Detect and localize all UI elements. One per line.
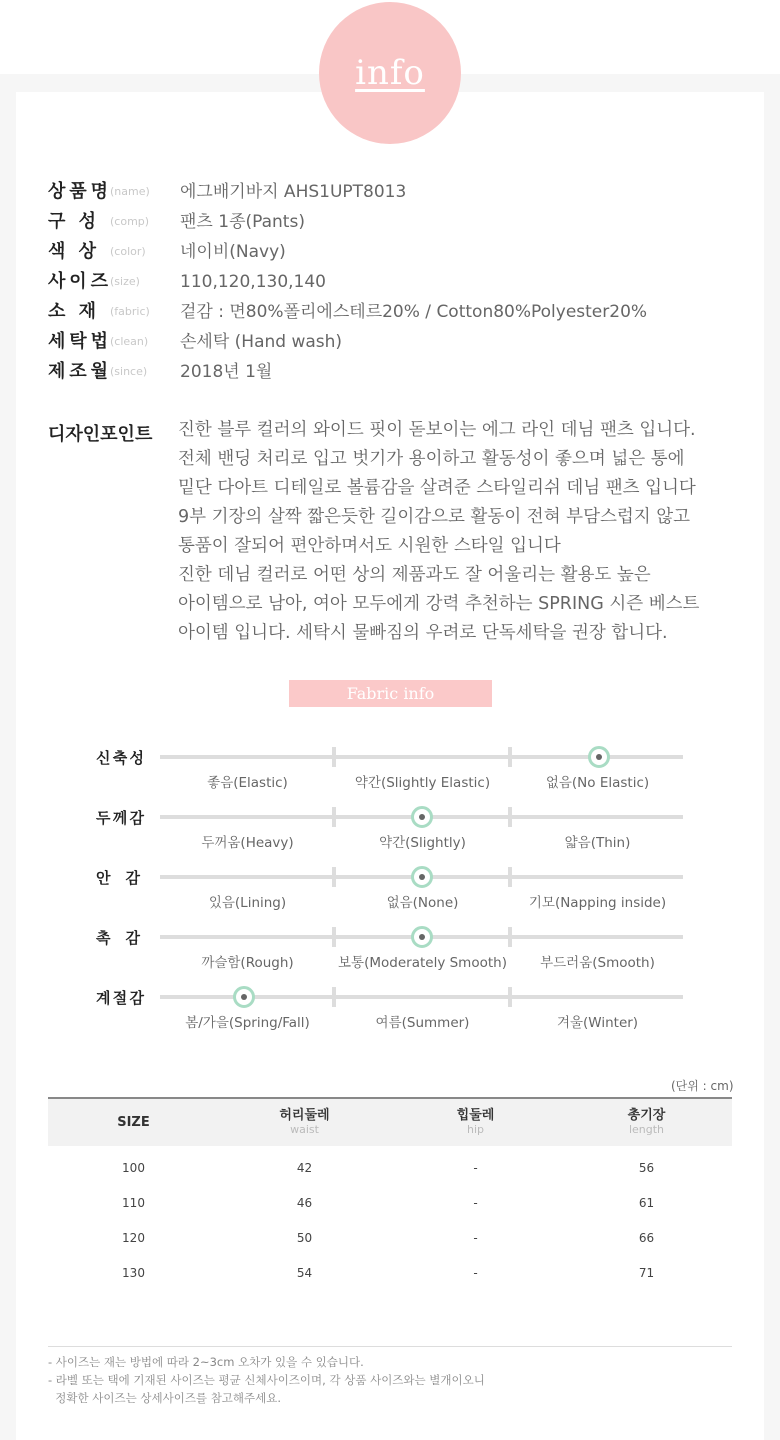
spec-label: 제 조 월 xyxy=(48,361,108,382)
design-point-line: 진한 블루 컬러의 와이드 핏이 돋보이는 에그 라인 데님 팬츠 입니다. xyxy=(178,420,696,440)
fabric-scale-tick xyxy=(508,987,512,1007)
fabric-scale-option: 겨울(Winter) xyxy=(556,1015,639,1031)
spec-sub-label: (clean) xyxy=(110,335,149,348)
size-table-cell: 56 xyxy=(638,1160,655,1175)
size-table-cell: 120 xyxy=(122,1230,145,1245)
header-label: 허리둘레 xyxy=(279,1107,330,1123)
fabric-scale-selected-dot xyxy=(411,806,433,828)
spec-label: 구 성 xyxy=(48,211,96,232)
size-table-cell: - xyxy=(473,1160,478,1175)
design-point-line: 아이템으로 남아, 여아 모두에게 강력 추천하는 SPRING 시즌 베스트 xyxy=(178,594,700,614)
spec-value: 에그배기바지 AHS1UPT8013 xyxy=(180,182,407,202)
size-table-cell: 42 xyxy=(296,1160,313,1175)
spec-value: 팬츠 1종(Pants) xyxy=(180,212,305,232)
size-table xyxy=(48,1097,732,1290)
spec-label: 색 상 xyxy=(48,241,96,262)
spec-sub-label: (since) xyxy=(110,365,148,378)
size-note-line: - 라벨 또는 택에 기재된 사이즈는 평균 신체사이즈이며, 각 상품 사이즈와는 별개이오니 xyxy=(48,1373,485,1387)
spec-sub-label: (fabric) xyxy=(110,305,150,318)
fabric-scale-tick xyxy=(508,807,512,827)
design-point-line: 아이템 입니다. 세탁시 물빠짐의 우려로 단독세탁을 권장 합니다. xyxy=(178,623,668,643)
size-table-cell: 61 xyxy=(638,1195,655,1210)
spec-label: 상 품 명 xyxy=(48,181,108,202)
fabric-scale-option: 있음(Lining) xyxy=(208,895,287,911)
fabric-scale-label: 신 축 성 xyxy=(96,749,144,767)
design-point-line: 9부 기장의 살짝 짧은듯한 길이감으로 활동이 전혀 부담스럽지 않고 xyxy=(178,507,691,527)
fabric-scale-tick xyxy=(508,927,512,947)
fabric-scale-tick xyxy=(332,747,336,767)
design-point-line: 밑단 다아트 디테일로 볼륨감을 살려준 스타일리쉬 데님 팬츠 입니다 xyxy=(178,478,696,498)
spec-label: 소 재 xyxy=(48,301,96,322)
fabric-scale-selected-dot xyxy=(588,746,610,768)
header-sub-label: length xyxy=(628,1122,665,1136)
fabric-scale-option: 약간(Slightly) xyxy=(379,835,466,851)
size-table-cell: 110 xyxy=(122,1195,145,1210)
fabric-scale-label: 안 감 xyxy=(96,869,140,887)
size-table-cell: - xyxy=(473,1230,478,1245)
fabric-scale-option: 기모(Napping inside) xyxy=(528,895,667,911)
spec-value: 손세탁 (Hand wash) xyxy=(180,332,343,352)
size-table-cell: 100 xyxy=(122,1160,145,1175)
header-label: 총기장 xyxy=(627,1107,666,1123)
fabric-scale-label: 계 절 감 xyxy=(96,989,144,1007)
spec-label: 세 탁 법 xyxy=(48,331,108,352)
fabric-scale-tick xyxy=(332,987,336,1007)
fabric-scale-option: 여름(Summer) xyxy=(375,1015,470,1031)
fabric-scale-selected-dot xyxy=(411,926,433,948)
fabric-scale-tick xyxy=(332,867,336,887)
spec-value: 110,120,130,140 xyxy=(180,272,327,292)
size-table-cell: 71 xyxy=(638,1265,655,1280)
header-sub-label: waist xyxy=(290,1122,319,1136)
fabric-scale-option: 좋음(Elastic) xyxy=(207,775,288,791)
size-table-cell: 50 xyxy=(296,1230,313,1245)
fabric-scale-option: 얇음(Thin) xyxy=(564,835,631,851)
fabric-scale-tick xyxy=(332,807,336,827)
header-label: SIZE xyxy=(117,1114,150,1130)
design-point-line: 전체 밴딩 처리로 입고 벗기가 용이하고 활동성이 좋으며 넓은 통에 xyxy=(178,449,685,469)
size-table-row xyxy=(48,1146,732,1185)
fabric-scale-option: 부드러움(Smooth) xyxy=(540,955,655,971)
fabric-scale-option: 두꺼움(Heavy) xyxy=(201,835,294,851)
size-table-row xyxy=(48,1255,732,1290)
size-table-header-cell xyxy=(48,1098,219,1146)
info-badge-label: info xyxy=(355,53,425,93)
size-table-header-cell xyxy=(219,1098,390,1146)
spec-sub-label: (comp) xyxy=(110,215,150,228)
fabric-scale-option: 보통(Moderately Smooth) xyxy=(338,955,507,971)
size-table-cell: - xyxy=(473,1265,478,1280)
size-table-header xyxy=(48,1098,732,1146)
design-point-line: 진한 데님 컬러로 어떤 상의 제품과도 잘 어울리는 활용도 높은 xyxy=(178,565,651,585)
design-point-label: 디자인포인트 xyxy=(48,424,153,445)
size-table-body xyxy=(48,1146,732,1290)
spec-label: 사 이 즈 xyxy=(48,271,108,292)
spec-sub-label: (name) xyxy=(110,185,150,198)
size-table-header-cell xyxy=(390,1098,561,1146)
fabric-scale-row xyxy=(0,989,780,1057)
spec-sub-label: (color) xyxy=(110,245,146,258)
fabric-scale-label: 촉 감 xyxy=(96,929,140,947)
size-table-cell: 130 xyxy=(122,1265,145,1280)
header-sub-label: hip xyxy=(466,1122,484,1136)
size-table-row xyxy=(48,1185,732,1220)
design-point-text xyxy=(178,416,738,648)
spec-sub-label: (size) xyxy=(110,275,140,288)
header-label: 힙둘레 xyxy=(456,1107,495,1123)
size-table-cell: 54 xyxy=(296,1265,313,1280)
spec-value: 2018년 1월 xyxy=(180,362,273,382)
fabric-scale-selected-dot xyxy=(411,866,433,888)
fabric-scale-option: 까슬함(Rough) xyxy=(201,955,294,971)
size-table-header-cell xyxy=(561,1098,732,1146)
spec-value: 네이비(Navy) xyxy=(180,242,286,262)
fabric-scale-tick xyxy=(332,927,336,947)
fabric-scale-option: 없음(No Elastic) xyxy=(545,775,650,791)
size-note-line: 정확한 사이즈는 상세사이즈를 참고해주세요. xyxy=(48,1391,282,1405)
design-point-line: 통품이 잘되어 편안하며서도 시원한 스타일 입니다 xyxy=(178,536,561,556)
fabric-scale-option: 봄/가을(Spring/Fall) xyxy=(185,1015,310,1031)
size-table-cell: 46 xyxy=(296,1195,313,1210)
size-table-cell: - xyxy=(473,1195,478,1210)
size-notes xyxy=(48,1346,732,1407)
size-unit: (단위 : cm) xyxy=(671,1079,734,1093)
fabric-scale-label: 두 께 감 xyxy=(96,809,144,827)
fabric-scale-tick xyxy=(508,867,512,887)
fabric-scale-tick xyxy=(508,747,512,767)
info-badge xyxy=(319,2,461,144)
size-note-line: - 사이즈는 재는 방법에 따라 2~3cm 오차가 있을 수 있습니다. xyxy=(48,1355,364,1369)
fabric-scale-option: 약간(Slightly Elastic) xyxy=(354,775,491,791)
fabric-info-title: Fabric info xyxy=(289,680,492,707)
fabric-scale-option: 없음(None) xyxy=(386,895,459,911)
size-table-cell: 66 xyxy=(638,1230,655,1245)
size-table-row xyxy=(48,1220,732,1255)
spec-value: 겉감 : 면80%폴리에스테르20% / Cotton80%Polyester20% xyxy=(180,302,648,322)
fabric-scale-selected-dot xyxy=(233,986,255,1008)
